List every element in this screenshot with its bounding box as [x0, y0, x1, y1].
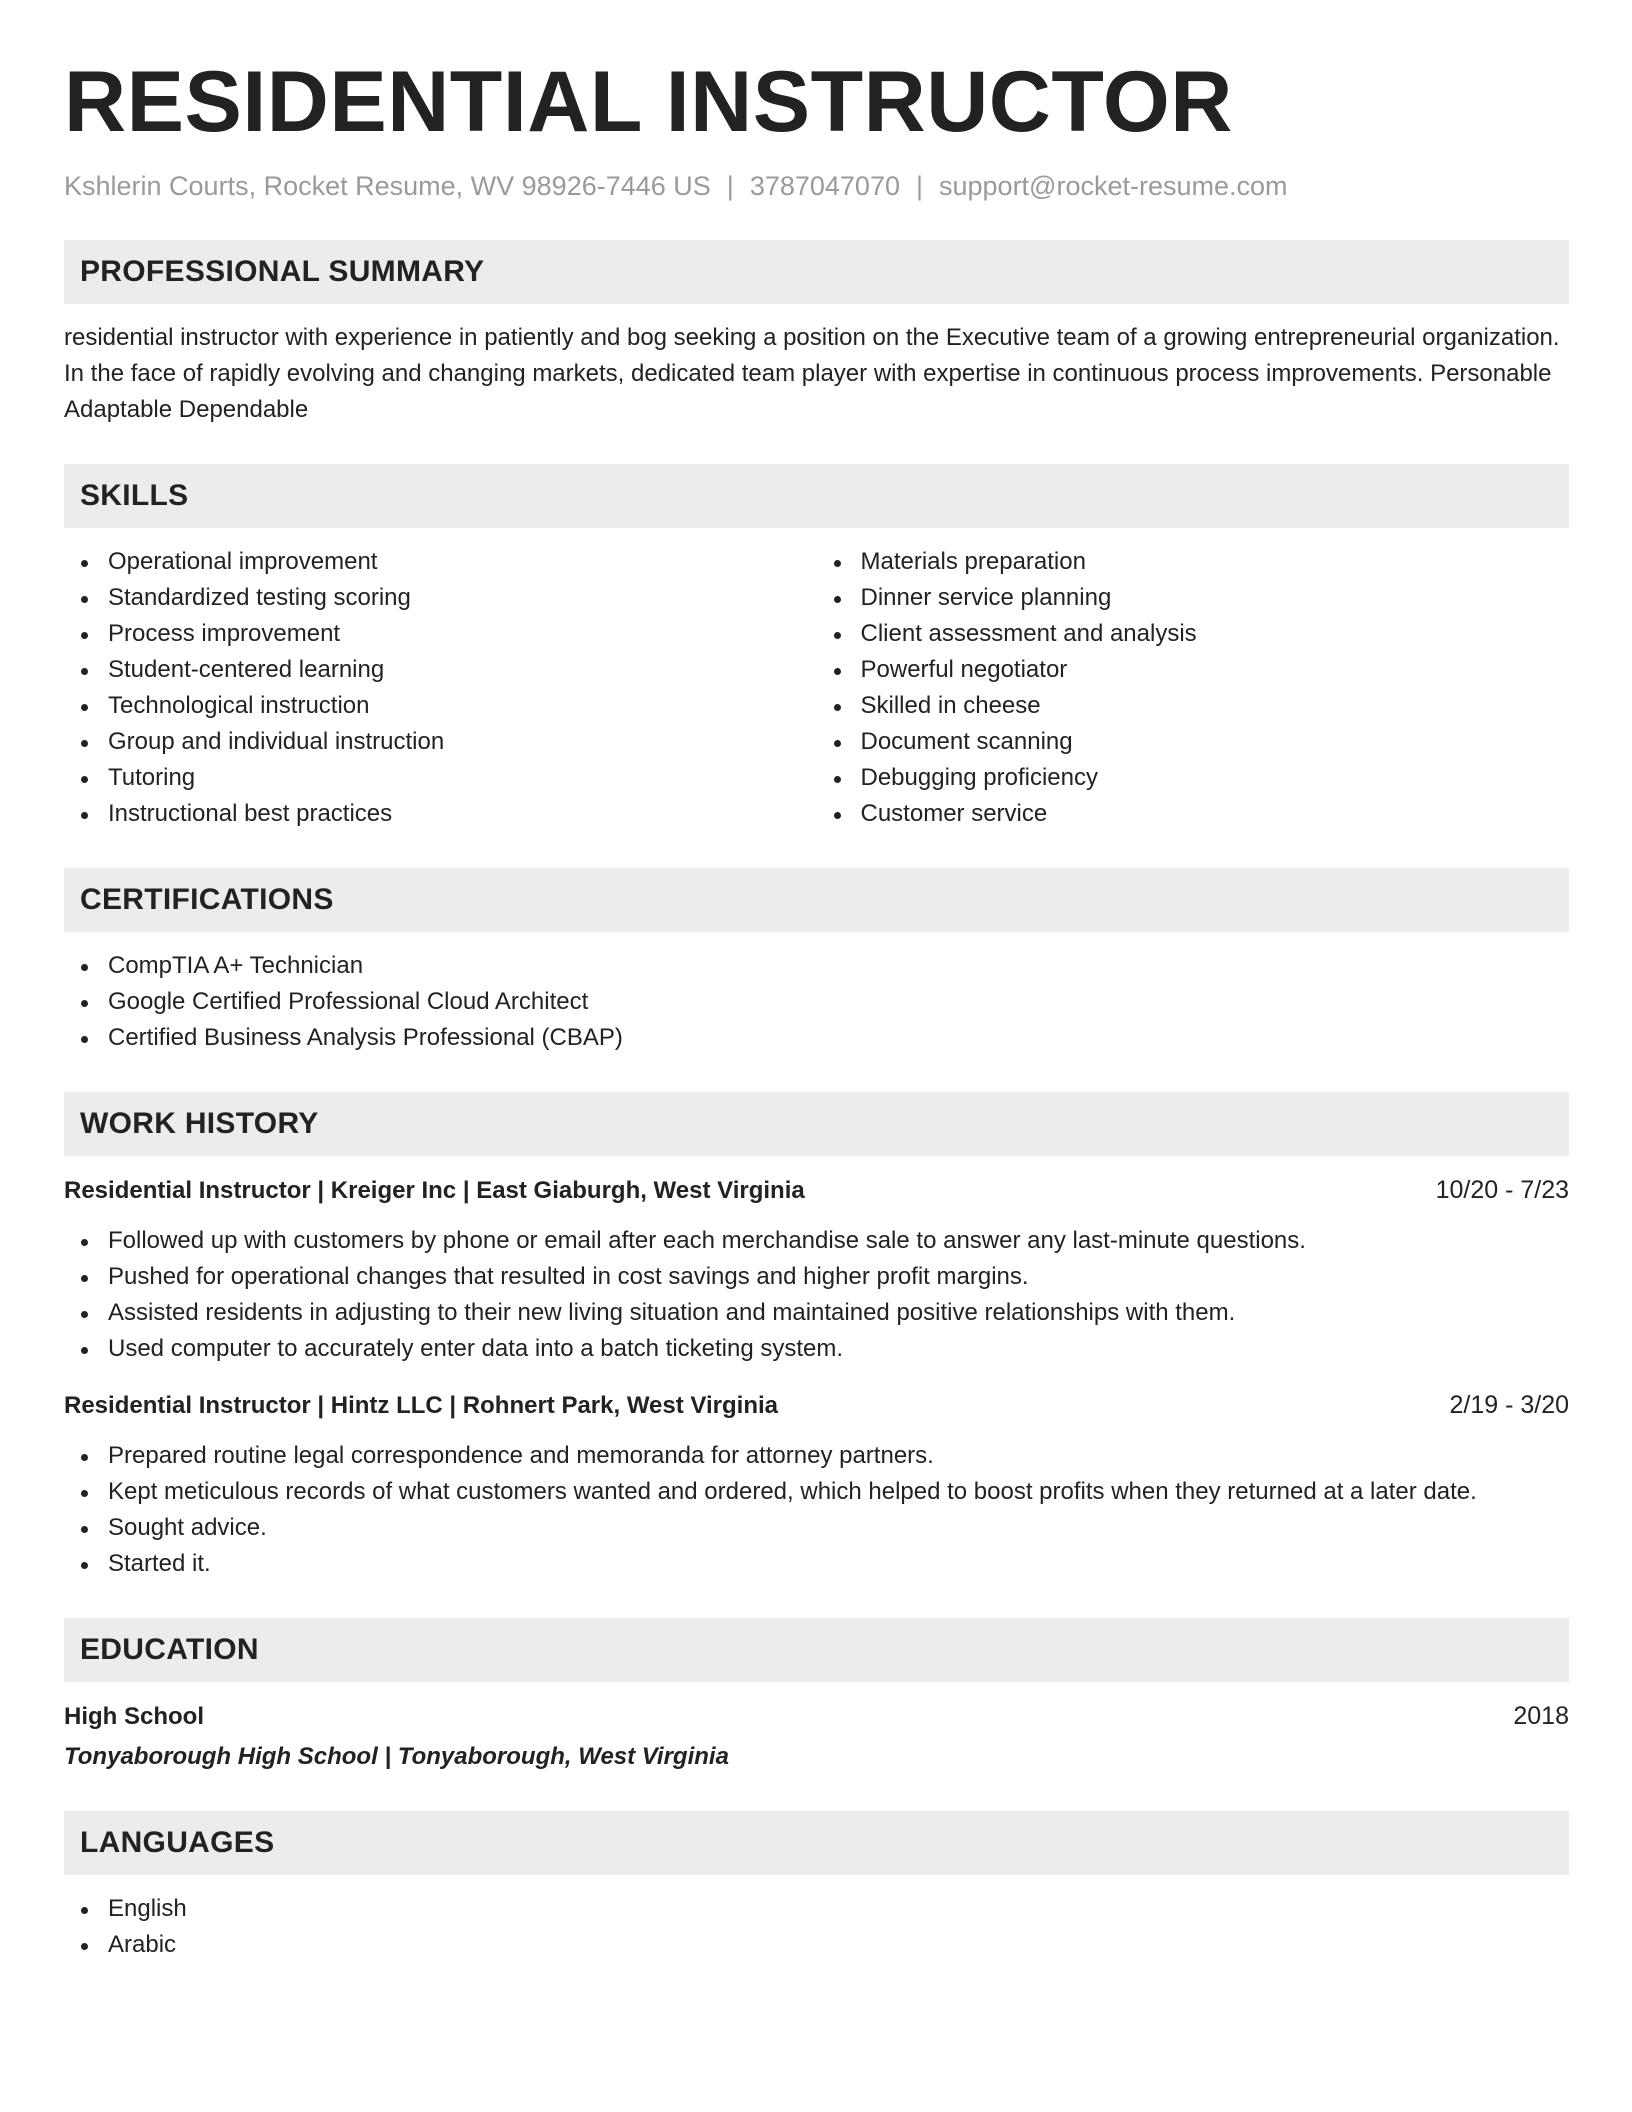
section-title: LANGUAGES [80, 1826, 275, 1859]
skill-item: Tutoring [64, 760, 817, 796]
skill-item: Customer service [817, 796, 1570, 832]
section-header-summary [64, 240, 1569, 304]
language-item: English [64, 1891, 1569, 1927]
skill-item: Client assessment and analysis [817, 616, 1570, 652]
job-bullets [64, 1438, 1569, 1582]
contact-address: Kshlerin Courts, Rocket Resume, WV 98926-7446 US [64, 171, 711, 201]
section-header-certifications [64, 868, 1569, 932]
section-header-skills [64, 464, 1569, 528]
skill-item: Group and individual instruction [64, 724, 817, 760]
certification-item: Google Certified Professional Cloud Architect [64, 984, 1569, 1020]
skill-item: Skilled in cheese [817, 688, 1570, 724]
job-title: Residential Instructor | Kreiger Inc | East Giaburgh, West Virginia [64, 1177, 805, 1204]
contact-phone: 3787047070 [749, 171, 900, 201]
job-bullet: Prepared routine legal correspondence and memoranda for attorney partners. [64, 1438, 1569, 1474]
section-header-languages [64, 1811, 1569, 1875]
job-bullet: Pushed for operational changes that resulted in cost savings and higher profit margins. [64, 1259, 1569, 1295]
summary-text: residential instructor with experience in patiently and bog seeking a position on the Executive team of a growing entrepreneurial organization. In the face of rapidly evolving and changing markets, dedicated team player with expertise in continuous process improvements. Personable Adaptable Dependable [64, 324, 1560, 423]
skill-item: Student-centered learning [64, 652, 817, 688]
skills-list-left [64, 544, 817, 832]
skill-item: Technological instruction [64, 688, 817, 724]
job-header [64, 1387, 1569, 1424]
skill-item: Process improvement [64, 616, 817, 652]
section-title: PROFESSIONAL SUMMARY [80, 255, 485, 288]
section-title: EDUCATION [80, 1633, 259, 1666]
job-dates: 2/19 - 3/20 [1449, 1391, 1569, 1419]
job-title: Residential Instructor | Hintz LLC | Rohnert Park, West Virginia [64, 1392, 778, 1419]
certifications-list [64, 948, 1569, 1056]
job-bullets [64, 1223, 1569, 1367]
skill-item: Standardized testing scoring [64, 580, 817, 616]
resume-name: RESIDENTIAL INSTRUCTOR [64, 54, 1233, 150]
education-header [64, 1698, 1569, 1735]
job-bullet: Sought advice. [64, 1510, 1569, 1546]
job-bullet: Followed up with customers by phone or email after each merchandise sale to answer any last-minute questions. [64, 1223, 1569, 1259]
skill-item: Document scanning [817, 724, 1570, 760]
languages-list [64, 1891, 1569, 1963]
job-bullet: Assisted residents in adjusting to their new living situation and maintained positive relationships with them. [64, 1295, 1569, 1331]
contact-separator: | [915, 171, 923, 201]
contact-separator: | [726, 171, 734, 201]
education-year: 2018 [1513, 1702, 1569, 1730]
section-header-work-history [64, 1092, 1569, 1156]
certification-item: CompTIA A+ Technician [64, 948, 1569, 984]
skill-item: Operational improvement [64, 544, 817, 580]
section-title: CERTIFICATIONS [80, 883, 334, 916]
education-school: Tonyaborough High School | Tonyaborough, West Virginia [64, 1743, 729, 1770]
job-entry [64, 1387, 1569, 1582]
section-title: SKILLS [80, 479, 189, 512]
job-header [64, 1172, 1569, 1209]
skill-item: Materials preparation [817, 544, 1570, 580]
job-bullet: Kept meticulous records of what customers wanted and ordered, which helped to boost profits when they returned at a later date. [64, 1474, 1569, 1510]
education-degree: High School [64, 1703, 204, 1730]
skill-item: Dinner service planning [817, 580, 1570, 616]
job-dates: 10/20 - 7/23 [1435, 1176, 1569, 1204]
skills-list-right [817, 544, 1570, 832]
section-title: WORK HISTORY [80, 1107, 319, 1140]
skill-item: Instructional best practices [64, 796, 817, 832]
contact-email: support@rocket-resume.com [939, 171, 1288, 201]
job-bullet: Started it. [64, 1546, 1569, 1582]
skill-item: Debugging proficiency [817, 760, 1570, 796]
contact-line [64, 168, 1569, 204]
skill-item: Powerful negotiator [817, 652, 1570, 688]
certification-item: Certified Business Analysis Professional (CBAP) [64, 1020, 1569, 1056]
language-item: Arabic [64, 1927, 1569, 1963]
job-entry [64, 1172, 1569, 1367]
skills-grid [64, 544, 1569, 832]
job-bullet: Used computer to accurately enter data into a batch ticketing system. [64, 1331, 1569, 1367]
section-header-education [64, 1618, 1569, 1682]
